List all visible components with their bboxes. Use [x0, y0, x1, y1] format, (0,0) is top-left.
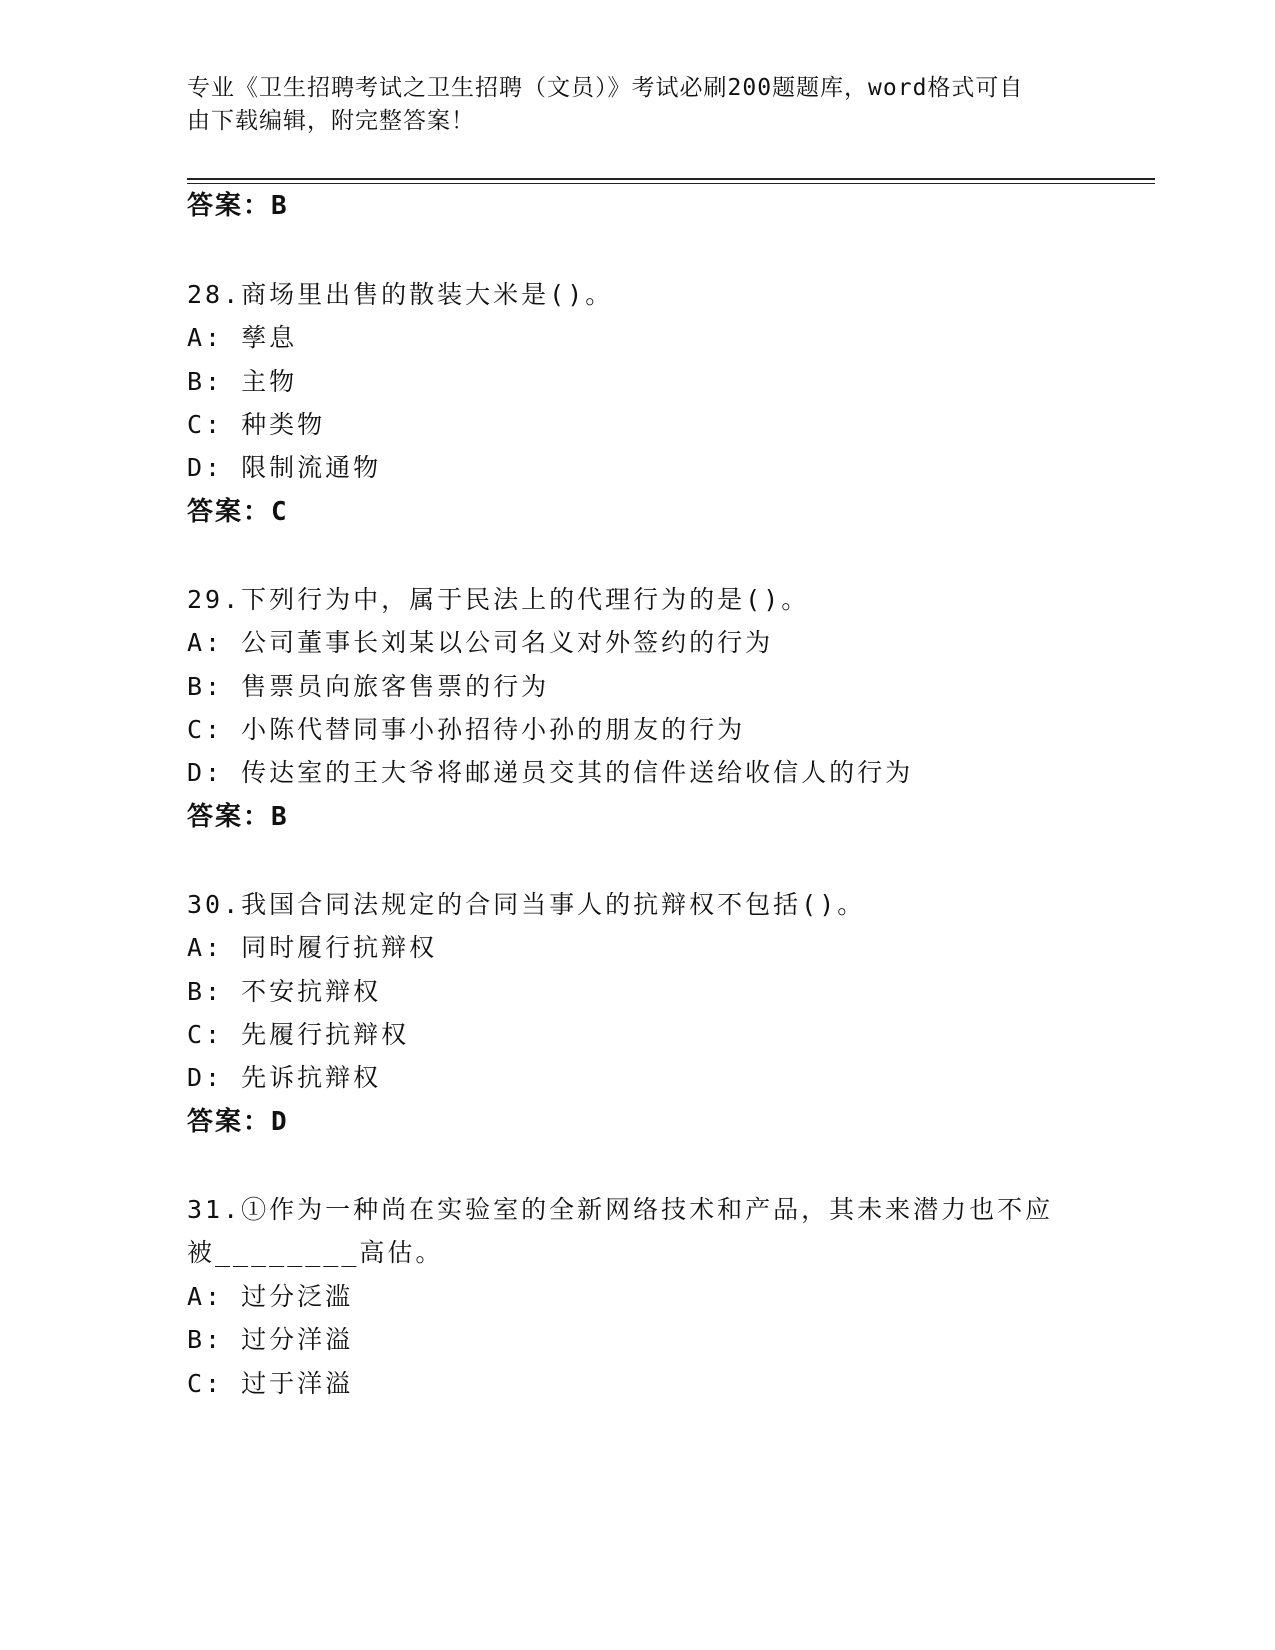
question-30: 30.我国合同法规定的合同当事人的抗辩权不包括()。	[187, 890, 866, 919]
option-30-d: D: 先诉抗辩权	[187, 1063, 382, 1092]
answer-line: 答案：B	[187, 191, 289, 221]
option-28-c: C: 种类物	[187, 410, 326, 439]
option-30-a: A: 同时履行抗辩权	[187, 933, 438, 962]
question-28: 28.商场里出售的散装大米是()。	[187, 280, 614, 309]
option-29-d: D: 传达室的王大爷将邮递员交其的信件送给收信人的行为	[187, 758, 914, 787]
header-divider-thin	[187, 183, 1155, 184]
option-29-b: B: 售票员向旅客售票的行为	[187, 672, 550, 701]
option-30-c: C: 先履行抗辩权	[187, 1020, 410, 1049]
option-31-b: B: 过分洋溢	[187, 1325, 354, 1354]
answer-29: 答案：B	[187, 802, 289, 832]
answer-28: 答案：C	[187, 497, 289, 527]
header-line-1: 专业《卫生招聘考试之卫生招聘（文员）》考试必刷200题题库，word格式可自	[187, 75, 1024, 101]
question-29: 29.下列行为中，属于民法上的代理行为的是()。	[187, 585, 810, 614]
option-31-a: A: 过分泛滥	[187, 1282, 354, 1311]
question-31-line-2: 被________高估。	[187, 1238, 444, 1267]
option-29-a: A: 公司董事长刘某以公司名义对外签约的行为	[187, 628, 774, 657]
option-28-d: D: 限制流通物	[187, 453, 382, 482]
option-31-c: C: 过于洋溢	[187, 1369, 354, 1398]
answer-30: 答案：D	[187, 1107, 289, 1137]
option-28-b: B: 主物	[187, 367, 298, 396]
header-divider-thick	[187, 178, 1155, 180]
option-28-a: A: 孳息	[187, 323, 298, 352]
question-31-line-1: 31.①作为一种尚在实验室的全新网络技术和产品，其未来潜力也不应	[187, 1195, 1054, 1224]
option-29-c: C: 小陈代替同事小孙招待小孙的朋友的行为	[187, 715, 746, 744]
document-header	[187, 72, 1087, 138]
header-line-2: 由下载编辑，附完整答案！	[187, 108, 475, 134]
option-30-b: B: 不安抗辩权	[187, 977, 382, 1006]
